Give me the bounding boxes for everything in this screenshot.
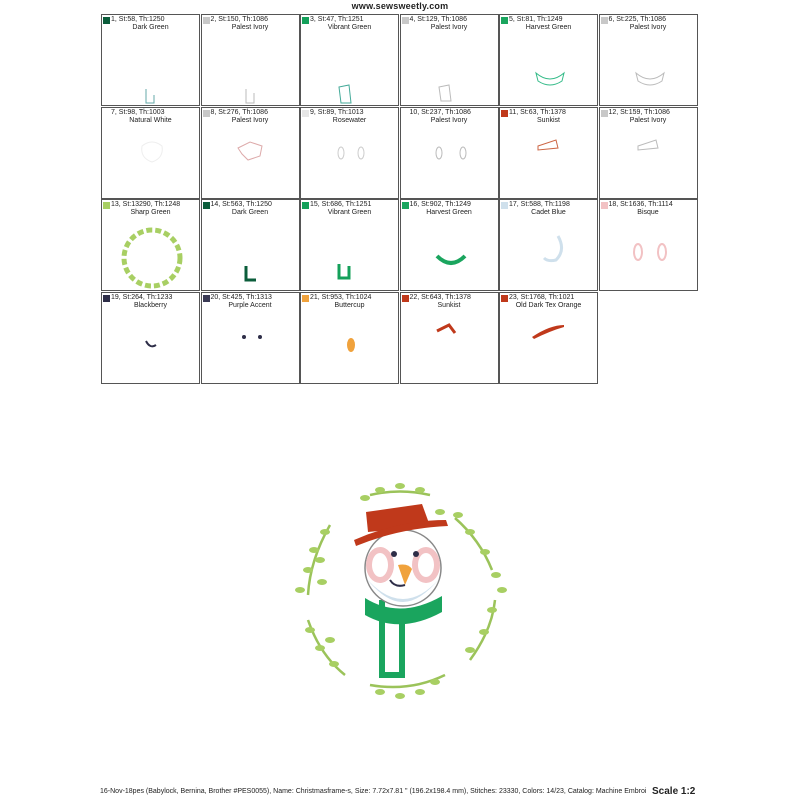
thread-info: 17, St:588, Th:1198 xyxy=(509,201,570,208)
thread-info: 14, St:563, Th:1250 xyxy=(210,201,272,208)
swatch xyxy=(103,202,110,209)
thread-info: 13, St:13290, Th:1248 xyxy=(111,201,181,208)
color-cell xyxy=(599,107,698,199)
swatch xyxy=(402,295,409,302)
thread-name: Palest Ivory xyxy=(629,24,667,31)
thread-name: Cadet Blue xyxy=(531,209,566,216)
color-cell xyxy=(599,14,698,106)
thread-name: Sunkist xyxy=(437,301,461,309)
thread-name: Blackberry xyxy=(133,301,168,309)
thread-info: 12, St:159, Th:1086 xyxy=(608,108,670,116)
color-cell xyxy=(499,292,598,384)
swatch xyxy=(302,17,309,24)
thread-info: 19, St:264, Th:1233 xyxy=(111,293,173,301)
thread-name: Sunkist xyxy=(537,116,560,124)
swatch xyxy=(501,17,508,24)
color-cell xyxy=(300,199,399,291)
swatch xyxy=(601,110,608,117)
thread-name: Palest Ivory xyxy=(430,116,468,124)
thread-name: Palest Ivory xyxy=(231,116,269,124)
file-info: 16-Nov-18pes (Babylock, Bernina, Brother #PES0055), Name: Christmasframe-s, Size: 7.72x7.81 " (196.2x198.4 mm), Stitches: 23330, Colors: 14/23, Catalog: Machine Embroi xyxy=(100,788,647,795)
thread-name: Natural White xyxy=(129,116,172,124)
swatch xyxy=(103,295,110,302)
swatch xyxy=(203,110,210,117)
swatch xyxy=(302,202,309,209)
color-cell xyxy=(400,199,499,291)
thread-name: Purple Accent xyxy=(228,301,272,309)
thread-name: Vibrant Green xyxy=(327,209,372,216)
swatch xyxy=(601,17,608,24)
snowman xyxy=(354,504,448,675)
thread-name: Palest Ivory xyxy=(430,24,468,31)
color-cell xyxy=(101,14,200,106)
scale-label: Scale 1:2 xyxy=(652,786,696,797)
thread-info: 2, St:150, Th:1086 xyxy=(210,16,268,23)
thread-info: 3, St:47, Th:1251 xyxy=(310,16,364,23)
color-cell xyxy=(201,107,300,199)
color-cell xyxy=(201,199,300,291)
thread-name: Old Dark Tex Orange xyxy=(515,301,582,309)
color-cell xyxy=(400,14,499,106)
thread-info: 22, St:643, Th:1378 xyxy=(409,293,471,301)
thread-info: 1, St:58, Th:1250 xyxy=(111,16,165,23)
color-cell xyxy=(101,199,200,291)
thread-name: Harvest Green xyxy=(525,24,572,31)
thread-info: 18, St:1636, Th:1114 xyxy=(608,201,673,208)
color-cell xyxy=(400,107,499,199)
color-cell xyxy=(101,292,200,384)
thread-info: 11, St:63, Th:1378 xyxy=(509,108,566,116)
swatch xyxy=(203,295,210,302)
thread-info: 20, St:425, Th:1313 xyxy=(210,293,272,301)
thread-info: 16, St:902, Th:1249 xyxy=(409,201,471,208)
thread-info: 15, St:686, Th:1251 xyxy=(310,201,372,208)
thread-info: 23, St:1768, Th:1021 xyxy=(509,293,575,301)
thread-info: 7, St:98, Th:1003 xyxy=(111,108,165,116)
design-preview xyxy=(270,470,530,720)
swatch xyxy=(203,202,210,209)
thread-info: 8, St:276, Th:1086 xyxy=(210,108,268,116)
swatch xyxy=(302,295,309,302)
swatch xyxy=(501,110,508,117)
color-cell xyxy=(300,292,399,384)
swatch xyxy=(103,110,110,117)
color-cell xyxy=(300,14,399,106)
swatch xyxy=(402,110,409,117)
color-cell xyxy=(499,199,598,291)
thread-name: Buttercup xyxy=(334,301,365,309)
swatch xyxy=(402,202,409,209)
swatch xyxy=(203,17,210,24)
color-cell xyxy=(201,292,300,384)
thread-name: Palest Ivory xyxy=(231,24,269,31)
color-cell xyxy=(400,292,499,384)
thread-info: 6, St:225, Th:1086 xyxy=(608,16,666,23)
thread-info: 4, St:129, Th:1086 xyxy=(409,16,467,23)
color-cell xyxy=(300,107,399,199)
thread-info: 9, St:89, Th:1013 xyxy=(310,108,364,116)
thread-info: 21, St:953, Th:1024 xyxy=(310,293,372,301)
thread-info: 10, St:237, Th:1086 xyxy=(409,108,471,116)
thread-name: Bisque xyxy=(637,209,659,216)
swatch xyxy=(601,202,608,209)
thread-name: Dark Green xyxy=(231,209,269,216)
color-cell xyxy=(101,107,200,199)
thread-info: 5, St:81, Th:1249 xyxy=(509,16,563,23)
thread-name: Vibrant Green xyxy=(327,24,372,31)
color-cell xyxy=(201,14,300,106)
color-cell xyxy=(499,14,598,106)
thread-name: Sharp Green xyxy=(130,209,171,216)
color-cell xyxy=(499,107,598,199)
swatch xyxy=(501,202,508,209)
swatch xyxy=(501,295,508,302)
color-chart-grid xyxy=(101,14,698,385)
thread-name: Dark Green xyxy=(132,24,169,31)
swatch xyxy=(302,110,309,117)
thread-name: Rosewater xyxy=(332,116,367,124)
color-cell xyxy=(599,199,698,291)
site-url: www.sewsweetly.com xyxy=(351,1,449,11)
swatch xyxy=(103,17,110,24)
swatch xyxy=(402,17,409,24)
thread-name: Harvest Green xyxy=(426,209,472,216)
thread-name: Palest Ivory xyxy=(629,116,667,124)
